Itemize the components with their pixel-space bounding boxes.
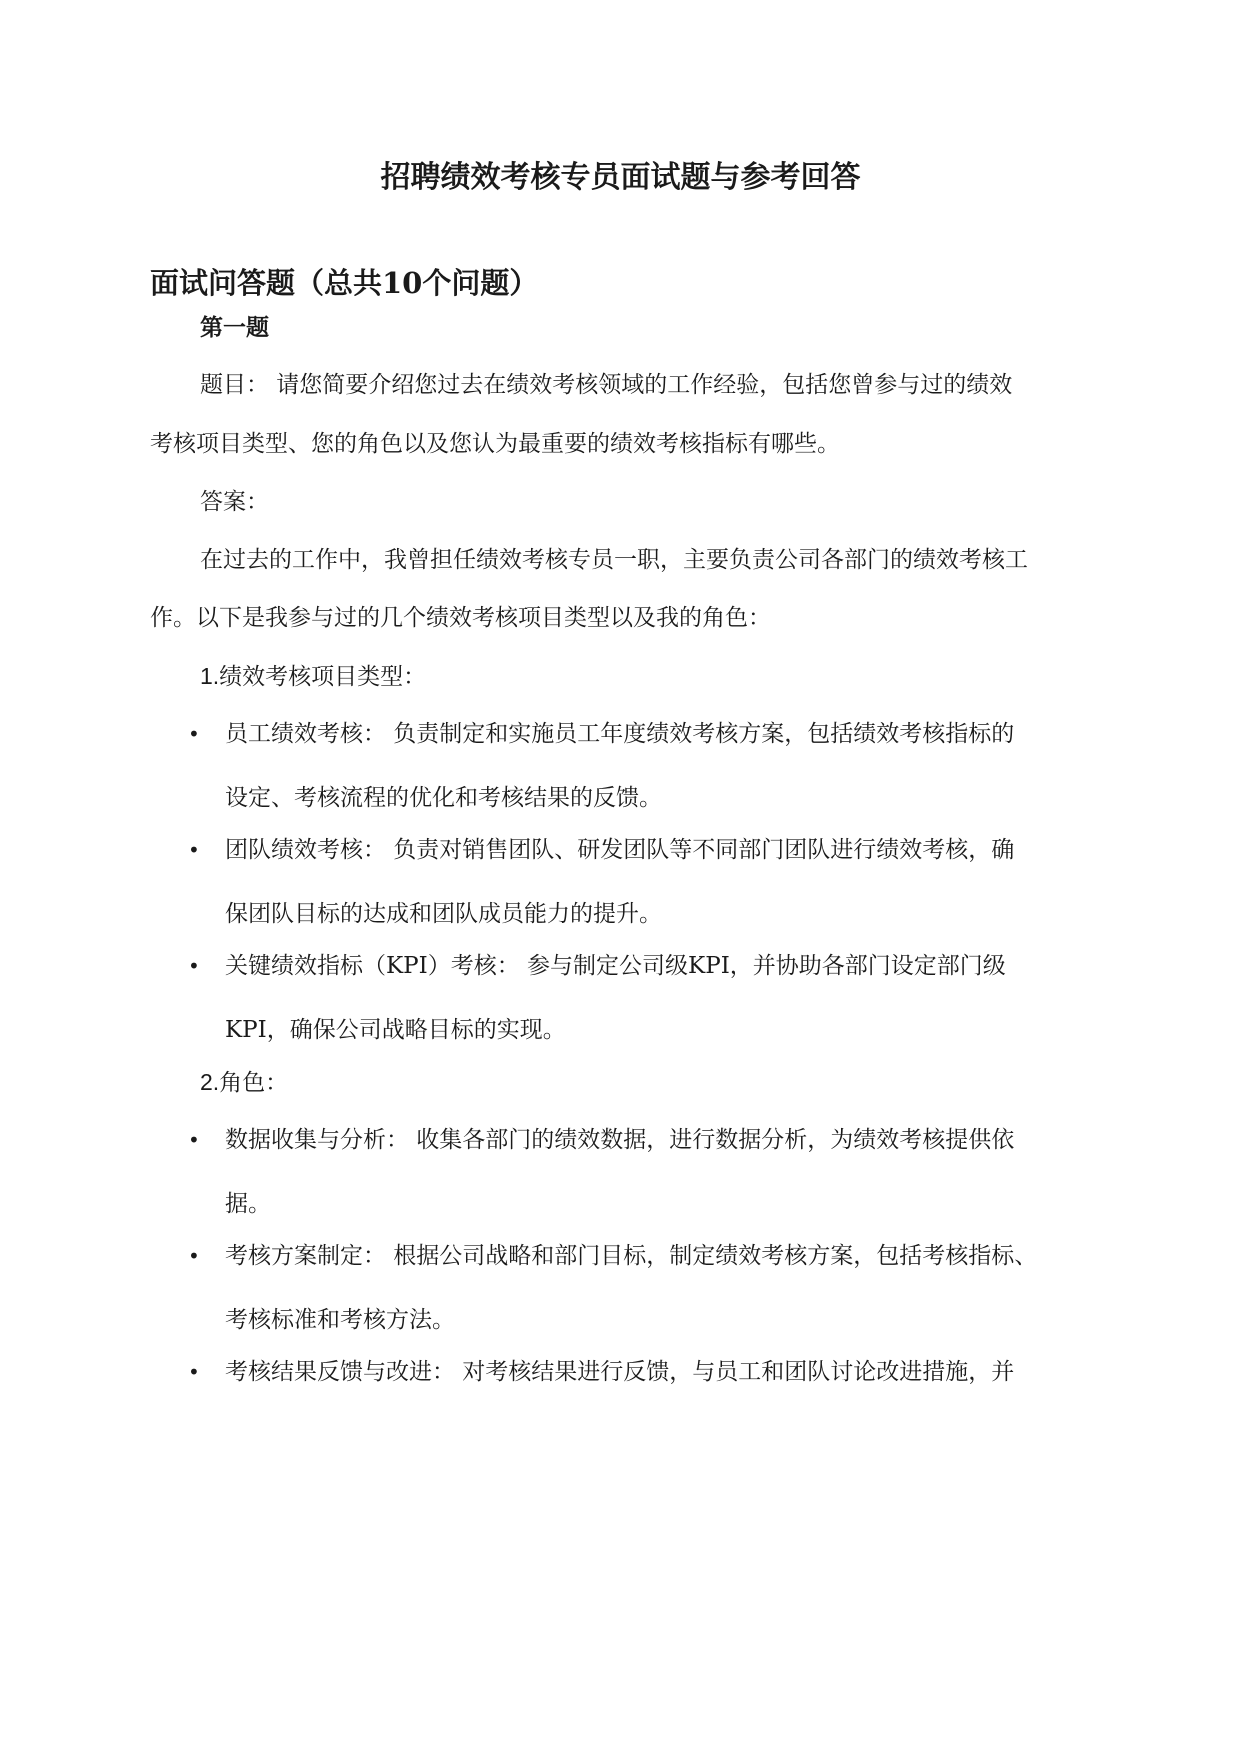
list-item-line-1: 考核方案制定： 根据公司战略和部门目标，制定绩效考核方案，包括考核指标、 — [225, 1243, 1038, 1269]
list-item-line-2: KPI，确保公司战略目标的实现。 — [225, 1017, 566, 1043]
list-heading-project-types: 1.绩效考核项目类型： — [200, 663, 427, 689]
question-text-line-2: 考核项目类型、您的角色以及您认为最重要的绩效考核指标有哪些。 — [150, 431, 840, 457]
list-item-line-1: 关键绩效指标（KPI）考核： 参与制定公司级KPI，并协助各部门设定部门级 — [225, 953, 1006, 979]
question-label: 第一题 — [200, 314, 269, 341]
section-heading: 面试问答题（总共10个问题） — [150, 266, 539, 300]
list-item-line-2: 据。 — [225, 1191, 271, 1217]
document-title: 招聘绩效考核专员面试题与参考回答 — [380, 160, 861, 195]
bullet-icon: • — [188, 1128, 200, 1152]
list-item-line-2: 考核标准和考核方法。 — [225, 1307, 455, 1333]
bullet-icon: • — [188, 838, 200, 862]
list-item-line-1: 员工绩效考核： 负责制定和实施员工年度绩效考核方案，包括绩效考核指标的 — [225, 721, 1015, 747]
list-item-line-2: 保团队目标的达成和团队成员能力的提升。 — [225, 901, 662, 927]
bullet-icon: • — [188, 722, 200, 746]
list-item-line-1: 考核结果反馈与改进： 对考核结果进行反馈，与员工和团队讨论改进措施，并 — [225, 1359, 1015, 1385]
bullet-icon: • — [188, 1244, 200, 1268]
answer-intro-line-1: 在过去的工作中，我曾担任绩效考核专员一职，主要负责公司各部门的绩效考核工 — [200, 547, 1028, 573]
list-heading-roles: 2.角色： — [200, 1069, 289, 1095]
bullet-icon: • — [188, 1360, 200, 1384]
bullet-icon: • — [188, 954, 200, 978]
question-text-line-1: 题目： 请您简要介绍您过去在绩效考核领域的工作经验，包括您曾参与过的绩效 — [200, 372, 1013, 398]
list-item-line-1: 团队绩效考核： 负责对销售团队、研发团队等不同部门团队进行绩效考核，确 — [225, 837, 1015, 863]
answer-label: 答案： — [200, 489, 269, 515]
list-item-line-1: 数据收集与分析： 收集各部门的绩效数据，进行数据分析，为绩效考核提供依 — [225, 1127, 1015, 1153]
list-item-line-2: 设定、考核流程的优化和考核结果的反馈。 — [225, 785, 662, 811]
answer-intro-line-2: 作。以下是我参与过的几个绩效考核项目类型以及我的角色： — [150, 605, 771, 631]
